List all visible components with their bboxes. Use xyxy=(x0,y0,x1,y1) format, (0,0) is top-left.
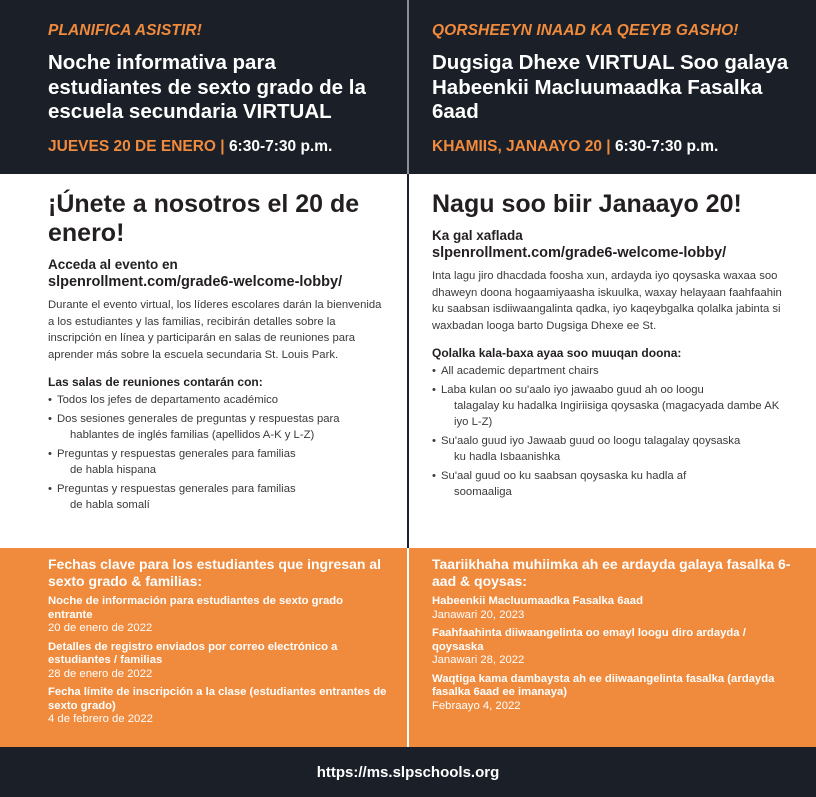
key-date-entry: Fecha límite de inscripción a la clase (estudiantes entrantes de sexto grado) 4 de febrero de 2022 xyxy=(48,686,387,725)
event-time-spanish: 6:30-7:30 p.m. xyxy=(228,137,333,155)
dateline-separator: | xyxy=(215,137,229,155)
footer-band xyxy=(0,747,816,797)
title-somali: Dugsiga Dhexe VIRTUAL Soo galaya Habeenkii Macluumaadka Fasalka 6aad xyxy=(432,51,789,123)
title-spanish: Noche informativa para estudiantes de sexto grado de la escuela secundaria VIRTUAL xyxy=(48,51,366,123)
key-dates-heading-somali: Taariikhaha muhiimka ah ee ardayda galaya fasalka 6-aad & qoysas: xyxy=(432,556,791,589)
kicker-somali: QORSHEEYN INAAD KA QEEYB GASHO! xyxy=(432,22,739,39)
list-item: • Dos sesiones generales de preguntas y respuestas para hablantes de inglés familias (apellidos A-K y L-Z) xyxy=(48,411,388,443)
header-somali xyxy=(432,22,792,156)
heading-somali: Nagu soo biir Janaayo 20! xyxy=(432,190,742,218)
list-heading-spanish: Las salas de reuniones contarán con: xyxy=(48,375,263,389)
description-spanish: Durante el evento virtual, los líderes escolares darán la bienvenida a los estudiantes y las familias, recibirán detalles sobre la inscripción en línea y participarán en salas de reuniones para aprender más sobre la escuela secundaria St. Louis Park. xyxy=(48,299,382,361)
list-item: • Su'aalo guud iyo Jawaab guud oo loogu talagalay qoysaska ku hadla Isbaanishka xyxy=(432,433,792,465)
key-dates-somali xyxy=(432,556,792,718)
header-spanish xyxy=(48,22,388,156)
list-item: • Preguntas y respuestas generales para familias de habla hispana xyxy=(48,446,388,478)
column-divider xyxy=(407,174,409,548)
event-url-spanish[interactable]: slpenrollment.com/grade6-welcome-lobby/ xyxy=(48,274,343,290)
details-somali xyxy=(432,190,792,503)
dateline-somali xyxy=(432,138,792,156)
key-date-entry: Noche de información para estudiantes de sexto grado entrante 20 de enero de 2022 xyxy=(48,595,344,634)
list-item: • Laba kulan oo su'aalo iyo jawaabo guud ah oo loogu talagalay ku hadalka Ingiriisiga qoysaska (magacyada dambe AK iyo L-Z) xyxy=(432,382,792,430)
event-date-somali: KHAMIIS, JANAAYO 20 xyxy=(432,137,602,155)
school-website-link[interactable]: https://ms.slpschools.org xyxy=(316,764,500,781)
rooms-list-spanish xyxy=(48,392,388,513)
list-item: • Todos los jefes de departamento académico xyxy=(48,392,388,408)
access-label-spanish: Acceda al evento en xyxy=(48,257,178,272)
list-heading-somali: Qolalka kala-baxa ayaa soo muuqan doona: xyxy=(432,346,682,360)
event-date-spanish: JUEVES 20 DE ENERO xyxy=(48,137,216,155)
key-dates-spanish xyxy=(48,556,388,732)
key-date-entry: Faahfaahinta diiwaangelinta oo emayl loogu diro ardayda / qoysaska Janawari 28, 2022 xyxy=(432,627,746,666)
event-url-somali[interactable]: slpenrollment.com/grade6-welcome-lobby/ xyxy=(432,245,727,261)
kicker-spanish: PLANIFICA ASISTIR! xyxy=(48,22,202,39)
key-date-entry: Habeenkii Macluumaadka Fasalka 6aad Janawari 20, 2023 xyxy=(432,595,643,621)
key-date-entry: Waqtiga kama dambaysta ah ee diiwaangelinta fasalka (ardayda fasalka 6aad ee imanaya) Febraayo 4, 2022 xyxy=(432,672,775,712)
key-dates-heading-spanish: Fechas clave para los estudiantes que ingresan al sexto grado & familias: xyxy=(48,556,382,589)
column-divider xyxy=(407,0,409,174)
description-somali: Inta lagu jiro dhacdada foosha xun, ardayda iyo qoysaska waxaa soo dhaweyn doona hogaamiyaasha iskuulka, waxay helayaan faahfaahin ku saabsan isdiiwaangalinta qadka, iyo kaqeybgalka qolalka jabinta si waxbadan looga barto Dugsiga Dhexe ee St. xyxy=(432,270,782,332)
rooms-list-somali xyxy=(432,363,792,500)
event-time-somali: 6:30-7:30 p.m. xyxy=(614,137,719,155)
access-label-somali: Ka gal xaflada xyxy=(432,228,523,243)
heading-spanish: ¡Únete a nosotros el 20 de enero! xyxy=(48,190,360,247)
dateline-separator: | xyxy=(601,137,615,155)
details-spanish xyxy=(48,190,388,516)
list-item: • All academic department chairs xyxy=(432,363,792,379)
list-item: • Su'aal guud oo ku saabsan qoysaska ku hadla af soomaaliga xyxy=(432,468,792,500)
dateline-spanish xyxy=(48,138,388,156)
column-divider xyxy=(407,548,409,747)
list-item: • Preguntas y respuestas generales para familias de habla somalí xyxy=(48,481,388,513)
key-date-entry: Detalles de registro enviados por correo electrónico a estudiantes / familias 28 de enero de 2022 xyxy=(48,640,338,680)
